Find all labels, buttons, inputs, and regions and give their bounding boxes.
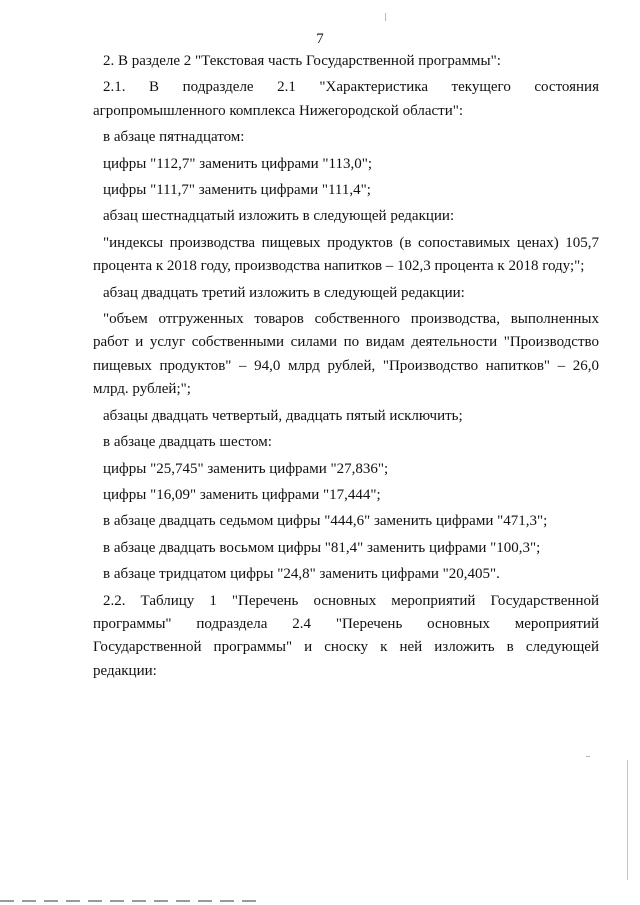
document-body (93, 50, 599, 683)
paragraph-23-intro: абзац двадцать третий изложить в следующей редакции: (103, 284, 465, 301)
paragraph-16-text: "индексы производства пищевых продуктов (в сопоставимых ценах) 105,7 процента к 2018 году, производства напитков – 102,3 процента к 2018 году;"; (93, 234, 599, 275)
paragraph-subsection-2-1: 2.1. В подразделе 2.1 "Характеристика текущего состояния агропромышленного комплекса Нижегородской области": (93, 79, 599, 119)
page-number: 7 (316, 31, 324, 47)
paragraph-30-replace: в абзаце тридцатом цифры "24,8" заменить цифрами "20,405". (103, 566, 500, 583)
paragraph-replace-111-7: цифры "111,7" заменить цифрами "111,4"; (103, 182, 371, 199)
scan-artifact (385, 13, 386, 21)
paragraph-23-text: "объем отгруженных товаров собственного производства, выполненных работ и услуг собственными силами по видам деятельности "Производство пищевых продуктов" – 94,0 млрд рублей, "Производство напитков" – 26,0 млрд. рублей;"; (93, 311, 599, 398)
paragraph-24-25-exclude: абзацы двадцать четвертый, двадцать пятый исключить; (103, 407, 463, 424)
paragraph-26-intro: в абзаце двадцать шестом: (103, 434, 272, 451)
paragraph-16-intro: абзац шестнадцатый изложить в следующей редакции: (103, 208, 455, 225)
paragraph-replace-112-7: цифры "112,7" заменить цифрами "113,0"; (103, 155, 373, 172)
paragraph-27-replace: в абзаце двадцать седьмом цифры "444,6" заменить цифрами "471,3"; (103, 513, 548, 530)
scan-artifact (0, 900, 260, 902)
scan-artifact (627, 760, 628, 880)
paragraph-replace-25-745: цифры "25,745" заменить цифрами "27,836"; (103, 460, 389, 477)
paragraph-28-replace: в абзаце двадцать восьмом цифры "81,4" заменить цифрами "100,3"; (103, 539, 541, 556)
paragraph-15-intro: в абзаце пятнадцатом: (103, 129, 245, 146)
paragraph-replace-16-09: цифры "16,09" заменить цифрами "17,444"; (103, 486, 381, 503)
scan-artifact (586, 756, 590, 757)
paragraph-section-2: 2. В разделе 2 "Текстовая часть Государственной программы": (103, 53, 501, 69)
paragraph-2-2-table: 2.2. Таблицу 1 "Перечень основных мероприятий Государственной программы" подраздела 2.4 "Перечень основных мероприятий Государственной программы" и сноску к ней изложить в следующей редакции: (93, 592, 599, 679)
